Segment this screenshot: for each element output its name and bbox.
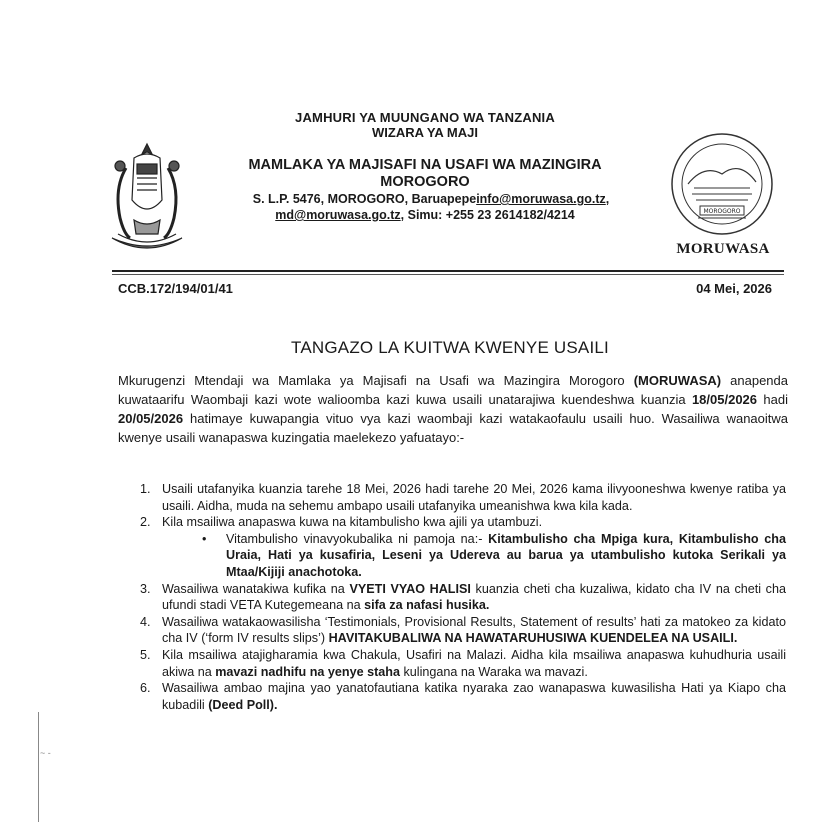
header-divider-thin [112,274,784,275]
email-md-link[interactable]: md@moruwasa.go.tz [275,208,401,222]
list-item: 2. Kila msailiwa anapaswa kuwa na kitambulisho kwa ajili ya utambuzi. • Vitambulisho vinavyokubalika ni pamoja na:- Kitambulisho cha Mpiga kura, Kitambulisho cha Uraia, Hati ya kusafiria, Leseni ya Udereva au barua ya utambulisho kutoka Serikali ya Mtaa/Kijiji anachotoka. [140,515,786,579]
document-title: TANGAZO LA KUITWA KWENYE USAILI [291,338,609,357]
scan-margin-line [38,712,39,822]
list-item: 6. Wasailiwa ambao majina yao yanatofautiana katika nyaraka zao wanapaswa kuwasilisha Hati ya Kiapo cha kubadili (Deed Poll). [140,681,786,712]
intro-paragraph: Mkurugenzi Mtendaji wa Mamlaka ya Majisafi na Usafi wa Mazingira Morogoro (MORUWASA) anapenda kuwataarifu Waombaji kazi wote walioomba kazi kuwa usaili unatarajiwa kuendeshwa kuanzia 18/05/2026 hadi 20/05/2026 hatimaye kuwapangia vituo vya kazi waombaji kazi watakaofaulu usaili huo. Wasailiwa wanaoitwa kwenye usaili wanapaswa kuzingatia maelekezo yafuatayo:- [118,373,788,445]
list-item: • Vitambulisho vinavyokubalika ni pamoja na:- Kitambulisho cha Mpiga kura, Kitambulisho cha Uraia, Hati ya kusafiria, Leseni ya Udereva au barua ya utambulisho kutoka Serikali ya Mtaa/Kijiji anachotoka. [202,531,786,579]
email-info-link[interactable]: info@moruwasa.go.tz [476,192,606,206]
header-divider [112,270,784,272]
authority-city: MOROGORO [380,174,470,190]
margin-scribble: ~ - [40,748,51,758]
instructions-list [130,481,786,713]
svg-text:MOROGORO: MOROGORO [703,208,741,215]
reference-number: CCB.172/194/01/41 [118,281,233,296]
ministry-name: WIZARA YA MAJI [372,125,478,140]
republic-name: JAMHURI YA MUUNGANO WA TANZANIA [295,110,555,125]
brand-name: MORUWASA [676,241,770,257]
document-date: 04 Mei, 2026 [696,281,772,296]
bullet-icon: • [202,531,207,546]
phone-number: , Simu: +255 23 2614182/4214 [400,208,575,222]
moruwasa-seal-logo [664,130,780,250]
address-line: S. L.P. 5476, MOROGORO, Baruapepeinfo@moruwasa.go.tz, [252,192,610,206]
list-item: 4. Wasailiwa watakaowasilisha ‘Testimonials, Provisional Results, Statement of results’ hati za matokeo za kidato cha IV (‘form IV results slips’) HAVITAKUBALIWA NA HAWATARUHUSIWA KUENDELEA NA USAILI. [140,614,786,646]
postal-address: S. L.P. 5476, MOROGORO, Baruapepe [252,192,477,206]
list-item: 1. Usaili utafanyika kuanzia tarehe 18 Mei, 2026 hadi tarehe 20 Mei, 2026 kama ilivyooneshwa kwenye ratiba ya usaili. Aidha, muda na sehemu ambapo usaili utafanyika umeanishwa kwa kila kada. [140,482,786,513]
list-item: 5. Kila msailiwa atajigharamia kwa Chakula, Usafiri na Malazi. Aidha kila msailiwa anapaswa kuhudhuria usaili akiwa na mavazi nadhifu na yenye staha kulingana na Waraka wa mavazi. [140,647,786,679]
id-types-sublist [162,531,786,581]
tanzania-coat-of-arms-logo [104,138,190,262]
authority-name: MAMLAKA YA MAJISAFI NA USAFI WA MAZINGIRA [248,157,602,173]
list-item: 3. Wasailiwa wanatakiwa kufika na VYETI VYAO HALISI kuanzia cheti cha kuzaliwa, kidato cha IV na cheti cha ufundi stadi VETA Kutegemeana na sifa za nafasi husika. [140,581,786,613]
contact-line [190,208,660,222]
